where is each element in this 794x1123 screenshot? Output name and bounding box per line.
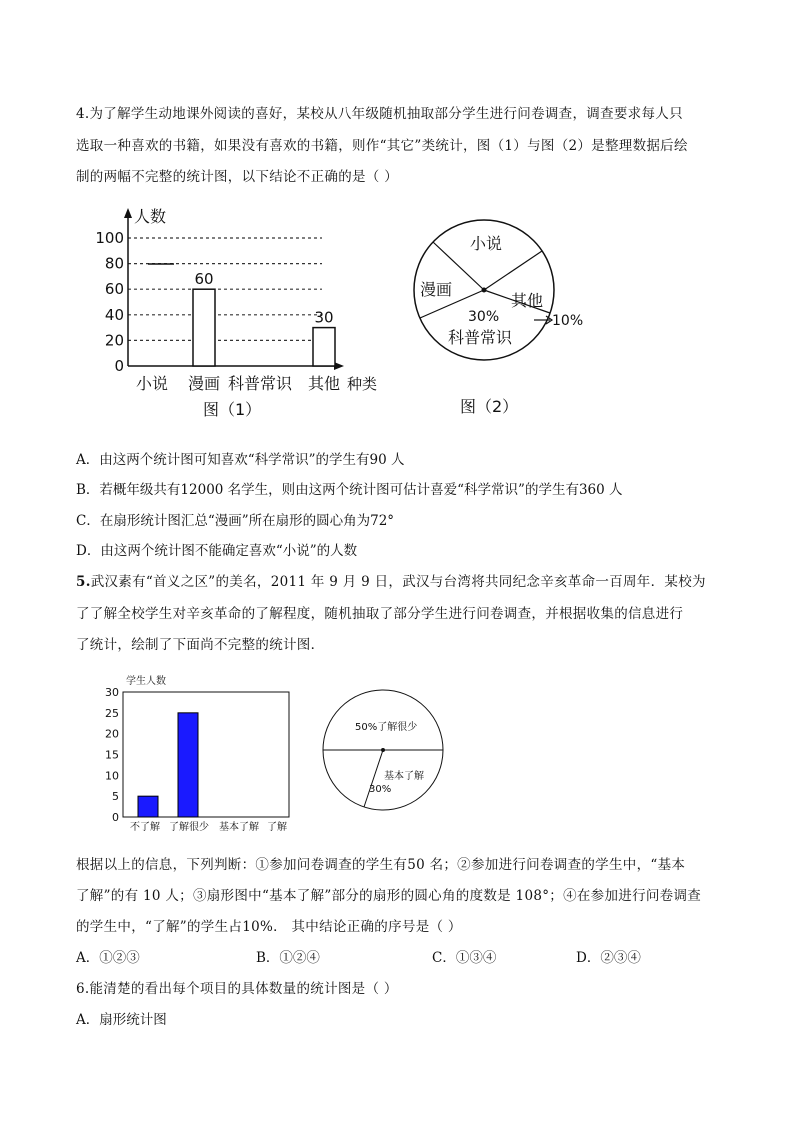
q5-bar-x-tick-label: 了解: [267, 822, 287, 833]
fig2-label-novel: 小说: [470, 234, 503, 253]
fig1-data-label: 30: [314, 308, 334, 327]
q5-pie-slice-line: [364, 750, 383, 807]
q5-bar-y-tick-label: 25: [105, 706, 119, 720]
q5-pie-chart: [318, 684, 458, 824]
fig2-label-inner-percent: 30%: [468, 309, 500, 325]
fig1-y-axis-arrow: [124, 208, 132, 218]
q5-bar-chart: [100, 672, 310, 837]
q5-judge-line1: 根据以上的信息，下列判断：①参加问卷调查的学生有50 名；②参加进行问卷调查的学生中，“基本: [76, 857, 686, 873]
fig1-data-label: 60: [194, 270, 214, 289]
q4-stem-line1: 4.为了解学生动地课外阅读的喜好，某校从八年级随机抽取部分学生进行问卷调查，调查要求每人只: [76, 106, 683, 122]
fig1-bar: [193, 289, 215, 366]
q5-bar-y-tick-label: 5: [112, 790, 119, 804]
fig2-label-outer-percent: 10%: [552, 313, 584, 329]
q5-bar-y-tick-label: 10: [105, 769, 119, 783]
q4-stem-line2: 选取一种喜欢的书籍，如果没有喜欢的书籍，则作“其它”类统计，图（1）与图（2）是整理数据后绘: [76, 138, 688, 154]
q4-fig2-pie-chart: [400, 200, 600, 425]
q5-option-d[interactable]: D．②③④: [576, 950, 641, 966]
q5-stem-line1: [76, 570, 706, 590]
q5-bar-y-tick-label: 0: [112, 811, 119, 824]
q5-stem-line2: 了了解全校学生对辛亥革命的了解程度，随机抽取了部分学生进行问卷调查，并根据收集的信息进行: [76, 606, 684, 622]
fig1-bar: [313, 328, 335, 366]
fig2-caption: 图（2）: [460, 397, 519, 416]
q5-pie-label-basic: 基本了解: [384, 771, 424, 782]
q5-stem-line3: 了统计，绘制了下面尚不完整的统计图．: [76, 637, 325, 653]
q4-stem-line3: 制的两幅不完整的统计图，以下结论不正确的是（ ）: [76, 169, 398, 185]
q5-bar-x-tick-label: 基本了解: [219, 822, 259, 833]
q5-bar-y-tick-label: 15: [105, 748, 119, 762]
fig2-label-science: 科普常识: [448, 328, 513, 347]
fig1-y-tick-label: 20: [104, 331, 124, 350]
q5-bar-x-tick-label: 了解很少: [169, 822, 209, 833]
q5-judge-line3: 的学生中，“了解”的学生占10%． 其中结论正确的序号是（ ）: [76, 919, 462, 935]
fig1-x-tick-label: 科普常识: [227, 374, 293, 393]
q5-bar: [178, 713, 198, 817]
fig1-y-tick-label: 40: [104, 305, 124, 324]
q4-option-b[interactable]: B．若概年级共有12000 名学生，则由这两个统计图可估计喜爱“科学常识”的学生有360 人: [76, 482, 623, 498]
q5-stem-text: 武汉素有“首义之区”的美名，2011 年 9 月 9 日，武汉与台湾将共同纪念辛亥革命一百周年．某校为: [90, 574, 706, 590]
q6-stem-line1: 6.能清楚的看出每个项目的具体数量的统计图是（ ）: [76, 981, 398, 997]
q5-pie-label-basic-percent: 30%: [369, 784, 392, 795]
fig1-x-tick-label: 小说: [135, 374, 169, 393]
q5-judge-line2: 了解”的有 10 人；③扇形图中“基本了解”部分的扇形的圆心角的度数是 108°；④在参加进行问卷调查: [76, 888, 702, 904]
q5-option-c[interactable]: C．①③④: [432, 950, 497, 966]
fig1-y-tick-label: 100: [95, 229, 124, 247]
q5-option-a[interactable]: A．①②③: [76, 950, 140, 966]
q4-fig1-bar-chart: [95, 200, 400, 425]
q4-option-c[interactable]: C．在扇形统计图汇总“漫画”所在扇形的圆心角为72°: [76, 513, 395, 529]
fig1-y-tick-label: 0: [114, 357, 124, 375]
fig2-center-dot: [482, 288, 487, 293]
fig1-x-axis-label: 种类: [347, 375, 378, 393]
fig1-gridlines: [128, 238, 322, 340]
fig1-x-tick-label: 其他: [307, 374, 341, 393]
fig2-label-comic: 漫画: [420, 280, 453, 299]
q5-bar-y-axis-label: 学生人数: [126, 676, 166, 687]
fig1-caption: 图（1）: [203, 400, 262, 419]
q5-bar-x-tick-label: 不了解: [130, 822, 160, 833]
q5-option-b[interactable]: B．①②④: [256, 950, 320, 966]
q5-pie-center-dot: [381, 748, 385, 752]
fig2-slice-line: [484, 251, 542, 290]
fig1-y-tick-label: 60: [104, 280, 124, 299]
q4-option-d[interactable]: D．由这两个统计图不能确定喜欢“小说”的人数: [76, 543, 358, 559]
q4-option-a[interactable]: A．由这两个统计图可知喜欢“科学常识”的学生有90 人: [76, 452, 405, 468]
fig1-y-axis-label: 人数: [134, 207, 167, 226]
fig1-y-tick-label: 80: [104, 254, 124, 273]
q5-bar: [138, 796, 158, 817]
fig2-label-other: 其他: [511, 291, 544, 310]
q6-option-a[interactable]: A．扇形统计图: [76, 1012, 167, 1028]
fig1-x-tick-label: 漫画: [187, 374, 221, 393]
q5-bar-y-tick-label: 20: [105, 727, 119, 741]
q5-pie-label-little: 50%了解很少: [355, 722, 418, 733]
q5-bar-y-tick-label: 30: [105, 686, 119, 699]
q5-number: 5.: [76, 574, 91, 590]
